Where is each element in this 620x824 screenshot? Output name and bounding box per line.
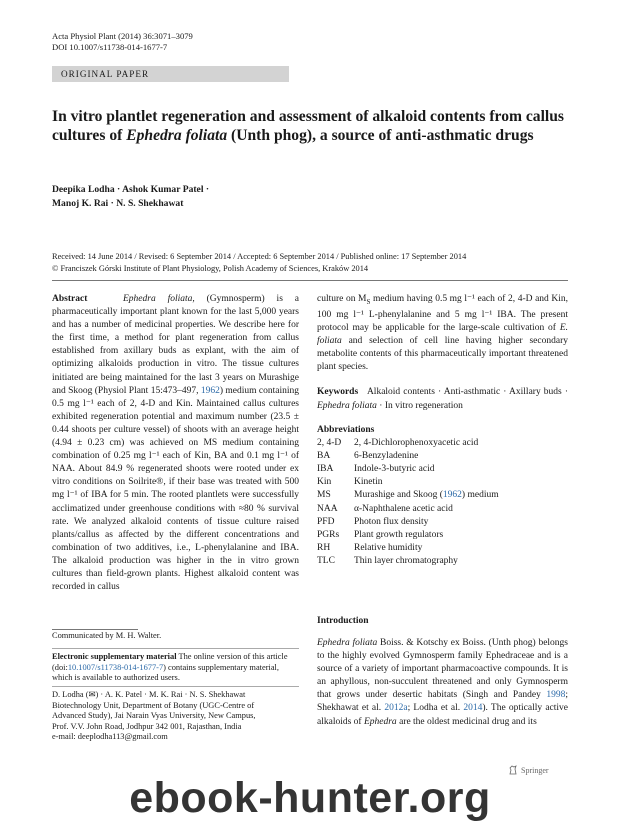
abbreviation-term: TLC <box>317 555 335 566</box>
abbreviation-row <box>317 437 568 450</box>
abbreviation-row <box>317 503 568 516</box>
introduction-text: Ephedra foliata Boiss. & Kotschy ex Boiss. (Unth phog) belongs to the highly evolved Gymnosperm family Ephedraceae and is a source of a variety of important pharmacoactive compounds. It is an aphyllous, non-succulent threatened and only Gymnosperm that grows under desertic habitats (Singh and Pandey 1998; Shekhawat et al. 2012a; Lodha et al. 2014). The optically active alkaloids of Ephedra are the oldest medicinal drug and its <box>317 638 569 727</box>
footnote-divider <box>52 648 299 649</box>
abbreviation-term: RH <box>317 542 331 553</box>
ref-link-1962[interactable]: 1962 <box>200 385 220 396</box>
abbreviation-definition: α-Naphthalene acetic acid <box>354 503 453 514</box>
springer-horse-icon <box>508 765 518 775</box>
authors-line-1[interactable]: Deepika Lodha · Ashok Kumar Patel · <box>52 184 210 195</box>
abbreviation-row <box>317 542 568 555</box>
abbreviation-definition: 2, 4-Dichlorophenoxyacetic acid <box>354 438 479 449</box>
supplementary-doi-link[interactable]: 10.1007/s11738-014-1677-7 <box>67 662 164 672</box>
journal-citation: Acta Physiol Plant (2014) 36:3071–3079 <box>52 31 193 41</box>
abbreviation-definition: 6-Benzyladenine <box>354 451 419 462</box>
abbreviation-term: PFD <box>317 516 335 527</box>
section-tag: ORIGINAL PAPER <box>52 66 289 82</box>
communicated-by: Communicated by M. H. Walter. <box>52 631 162 640</box>
abbreviation-row <box>317 489 568 502</box>
history-line: Received: 14 June 2014 / Revised: 6 September 2014 / Accepted: 6 September 2014 / Published online: 17 September 2014 <box>52 252 467 261</box>
abbreviation-row <box>317 555 568 568</box>
abstract: Abstract Ephedra foliata, (Gymnosperm) is a pharmaceutically important plant known for the last 5,000 years and has a number of medicinal properties. We describe here for the first time, a method for plant regeneration from callus established from axillary buds as explant, with the aim of optimizing alkaloids production in vitro. The tissue cultures initiated are being maintained for the last 3 years on Murashige and Skoog (Physiol Plant 15:473–497, 1962) medium containing 0.5 mg l⁻¹ each of 2, 4-D and Kin. Maintained callus cultures exhibited regeneration potential and maximum number (23.5 ± 0.44 shoots per culture vessel) of shoots with an average height (4.94 ± 0.23 cm) was achieved on MS medium containing combination of 0.25 mg l⁻¹ each of Kin, BA and 0.1 mg l⁻¹ of NAA. About 84.9 % regenerated shoots were rooted under ex vitro conditions on Soilrite®, if their base was treated with 500 mg l⁻¹ of IBA for 5 min. The rooted plantlets were successfully acclimatized under greenhouse conditions with ≈80 % survival rate. We analyzed alkaloid contents of tissue culture raised plants/callus as affected by the different concentrations and combination of two additives, i.e., L-phenylalanine and IBA. The alkaloid production was higher in the in vitro grown cultures than field-grown plants. Highest alkaloid content was recorded in callus <box>52 294 299 593</box>
keywords-label: Keywords <box>317 387 359 398</box>
affiliation-authors: D. Lodha (✉) · A. K. Patel · M. K. Rai · N. S. Shekhawat <box>52 690 246 699</box>
abbreviations-list <box>317 437 568 568</box>
author-list <box>52 183 352 210</box>
abstract-species: Ephedra foliata, <box>122 294 195 304</box>
ref-link-2014[interactable]: 2014 <box>463 703 483 714</box>
abbreviation-term: Kin <box>317 477 332 488</box>
copyright-line: © Franciszek Górski Institute of Plant Physiology, Polish Academy of Sciences, Kraków 2014 <box>52 263 369 273</box>
abbreviation-row <box>317 516 568 529</box>
abbreviation-term: PGRs <box>317 529 340 540</box>
abbreviation-definition: Thin layer chromatography <box>354 555 458 566</box>
keywords: Keywords Alkaloid contents · Anti-asthmatic · Axillary buds · Ephedra foliata · In vitro regeneration <box>317 387 568 411</box>
supplementary-note: Electronic supplementary material The online version of this article (doi:10.1007/s11738-014-1677-7) contains supplementary material, which is available to authorized users. <box>52 652 288 683</box>
footnote-divider-2 <box>52 686 299 687</box>
authors-line-2[interactable]: Manoj K. Rai · N. S. Shekhawat <box>52 197 184 209</box>
divider <box>52 280 568 281</box>
abbreviation-term: MS <box>317 490 331 501</box>
abbreviation-term: 2, 4-D <box>317 438 342 449</box>
abbreviation-definition: Indole-3-butyric acid <box>354 464 435 475</box>
email-link[interactable]: e-mail: deeplodha113@gmail.com <box>52 732 168 742</box>
article-title: In vitro plantlet regeneration and assessment of alkaloid contents from callus cultures of Ephedra foliata (Unth phog), a source of anti-asthmatic drugs <box>52 108 564 144</box>
doi-line: DOI 10.1007/s11738-014-1677-7 <box>52 42 168 52</box>
abbreviation-definition: Photon flux density <box>354 516 429 527</box>
abbreviation-term: BA <box>317 451 331 462</box>
footnote-rule <box>52 629 138 630</box>
abbreviation-row <box>317 529 568 542</box>
abbreviation-definition: Plant growth regulators <box>354 529 444 540</box>
abbreviations-heading: Abbreviations <box>317 425 375 435</box>
publication-dates <box>52 251 572 274</box>
abstract-heading: Abstract <box>52 294 88 304</box>
abbreviation-definition: Murashige and Skoog (1962) medium <box>354 490 499 501</box>
title-species: Ephedra foliata <box>126 126 228 144</box>
ref-link-2012a[interactable]: 2012a <box>384 703 408 714</box>
abbreviation-definition: Relative humidity <box>354 542 423 553</box>
abbreviation-row <box>317 476 568 489</box>
abbreviation-definition: Kinetin <box>354 477 383 488</box>
affiliation: D. Lodha (✉) · A. K. Patel · M. K. Rai · N. S. Shekhawat Biotechnology Unit, Department of Botany (UGC-Centre of Advanced Study), Jai Narain Vyas University, New Campus, Prof. V.V. John Road, Jodhpur 342 001, Rajasthan, India e-mail: deeplodha113@gmail.com <box>52 690 299 743</box>
ref-link-1962[interactable]: 1962 <box>442 490 462 501</box>
ref-link-1998[interactable]: 1998 <box>546 690 566 701</box>
journal-header <box>52 31 193 53</box>
abbreviation-term: NAA <box>317 503 338 514</box>
publisher-name: Springer <box>521 765 549 775</box>
introduction-heading: Introduction <box>317 616 369 626</box>
watermark: ebook-hunter.org <box>129 774 491 822</box>
abbreviation-term: IBA <box>317 464 334 475</box>
publisher-logo <box>508 765 549 775</box>
abstract-continued: culture on $M_S$ medium having 0.5 mg l⁻¹ each of 2, 4-D and Kin, 100 mg l⁻¹ L-phenylalanine and 5 mg l⁻¹ IBA. The present protocol may be applicable for the large-scale cultivation of E. foliata and selection of cell line having higher secondary metabolite contents of this pharmaceutically important threatened plant species. Keywords Alkaloid contents · Anti-asthmatic · Axillary buds · Ephedra foliata · In vitro regeneration <box>317 293 568 413</box>
abbreviation-row <box>317 450 568 463</box>
abbreviations <box>317 424 568 568</box>
abbreviation-row <box>317 463 568 476</box>
